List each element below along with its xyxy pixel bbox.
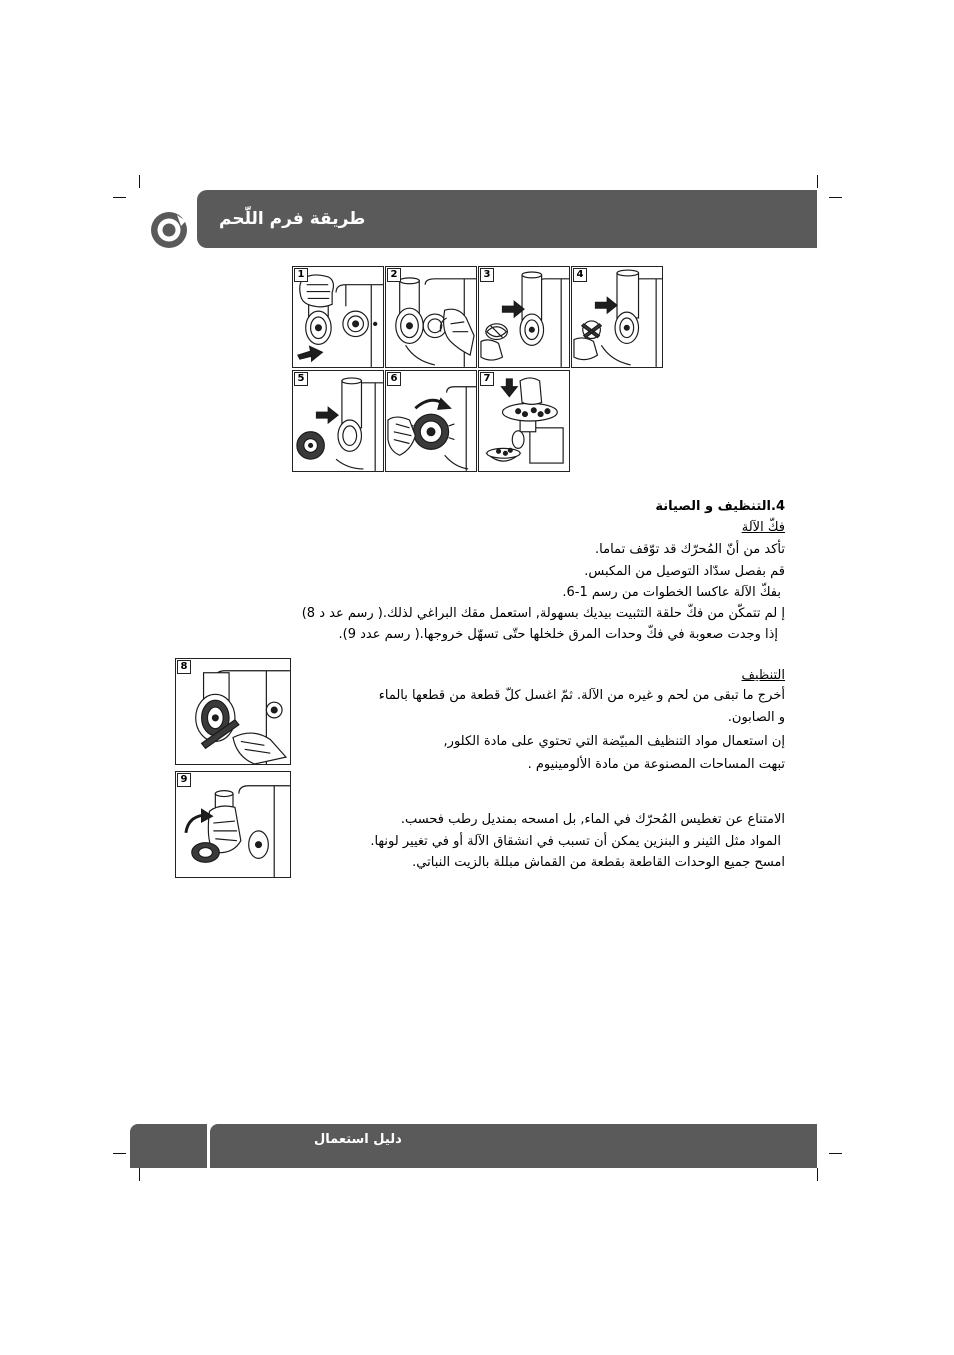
- figure-step-7: [478, 370, 570, 472]
- arrow-down-icon: [502, 379, 518, 397]
- paragraph-line: المواد مثل الثينر و البنزين يمكن أن تسبب في انشقاق الآلة أو في تغيير لونها.: [370, 834, 781, 849]
- brand-logo-icon: [150, 211, 188, 249]
- paragraph-line: إذا وجدت صعوبة في فكّ وحدات المرق خلخلها حتّى تسهّل خروجها.( رسم عدد 9).: [338, 627, 778, 642]
- grinder-illustration: [479, 267, 569, 367]
- figure-number: 7: [480, 372, 494, 386]
- figure-step-8: [175, 658, 291, 765]
- crop-mark: [139, 1168, 140, 1181]
- hand: [520, 378, 542, 404]
- locking-ring: [423, 314, 446, 337]
- figure-step-2: [385, 266, 477, 368]
- footer-label: دليل استعمال: [314, 1132, 402, 1147]
- subsection-title-cleaning: التنظيف: [741, 668, 785, 683]
- figure-step-6: [385, 370, 477, 472]
- arrow-right-icon: [298, 346, 322, 361]
- hand: [233, 733, 286, 764]
- paragraph-line: أخرج ما تبقى من لحم و غيره من الآلة. ثمّ اغسل كلّ قطعة من قطعها بالماء: [378, 688, 785, 703]
- rotate-arrow-icon: [186, 815, 204, 833]
- paragraph-line: قم بفصل سدّاد التوصيل من المكبس.: [584, 564, 785, 579]
- crop-mark: [113, 1153, 126, 1154]
- figure-number: 4: [573, 268, 587, 282]
- figure-number: 5: [294, 372, 308, 386]
- grinder-illustration: [293, 371, 383, 471]
- paragraph-line: امسح جميع الوحدات القاطعة بقطعة من القماش مبللة بالزيت النباتي.: [412, 855, 785, 870]
- feed-tube: [522, 275, 542, 320]
- figure-step-5: [292, 370, 384, 472]
- grinder-illustration: [176, 772, 290, 877]
- grinder-illustration: [572, 267, 662, 367]
- figure-number: 1: [294, 268, 308, 282]
- crop-mark: [139, 175, 140, 188]
- crop-mark: [829, 1153, 842, 1154]
- hand: [481, 340, 503, 360]
- figure-step-9: [175, 771, 291, 878]
- figure-step-1: [292, 266, 384, 368]
- crop-mark: [817, 175, 818, 188]
- subsection-title-disassembly: فكّ الآلة: [741, 520, 785, 535]
- figure-step-3: [478, 266, 570, 368]
- grinder-body: [239, 786, 290, 877]
- page-title: طريقة فرم اللّحم: [219, 209, 366, 229]
- crop-mark: [817, 1168, 818, 1181]
- arrow-right-icon: [316, 407, 338, 423]
- grinder-illustration: [386, 267, 476, 367]
- footer-bar: [210, 1124, 817, 1168]
- grinder-illustration: [293, 267, 383, 367]
- page-header-bar: [197, 190, 817, 248]
- paragraph-line: الامتناع عن تغطيس المُحرّك في الماء, بل امسحه بمنديل رطب فحسب.: [400, 812, 785, 827]
- paragraph-line: إن استعمال مواد التنظيف المبيّضة التي تحتوي على مادة الكلور,: [443, 734, 785, 749]
- arrow-right-icon: [502, 301, 524, 317]
- feed-tube: [617, 273, 639, 318]
- figure-number: 9: [177, 773, 191, 787]
- paragraph-line: إ لم تتمكّن من فكّ حلقة التثبيت بيديك بسهولة, استعمل مقك البراغي لذلك.( رسم عد د 8): [301, 606, 785, 621]
- grinder-illustration: [479, 371, 569, 471]
- hand: [574, 338, 597, 360]
- grinder-illustration: [176, 659, 290, 764]
- grinder-body: [447, 387, 476, 471]
- figure-number: 8: [177, 660, 191, 674]
- figure-step-4: [571, 266, 663, 368]
- footer-page-block: [130, 1124, 207, 1168]
- figure-number: 3: [480, 268, 494, 282]
- figure-number: 2: [387, 268, 401, 282]
- paragraph-line: تأكد من أنّ المُحرّك قد توّقف تماما.: [595, 542, 785, 557]
- grinder-body: [530, 428, 563, 463]
- crop-mark: [113, 197, 126, 198]
- grinder-head: [512, 431, 524, 449]
- paragraph-line: و الصابون.: [727, 710, 785, 725]
- arrow-right-icon: [595, 297, 617, 313]
- crop-mark: [829, 197, 842, 198]
- section-heading: 4.التنظيف و الصيانة: [655, 499, 785, 514]
- figure-number: 6: [387, 372, 401, 386]
- paragraph-line: تبهت المساحات المصنوعة من مادة الألومينيوم .: [527, 757, 785, 772]
- paragraph-line: بفكّ الآلة عاكسا الخطوات من رسم 1-6.: [562, 585, 781, 600]
- grinder-illustration: [386, 371, 476, 471]
